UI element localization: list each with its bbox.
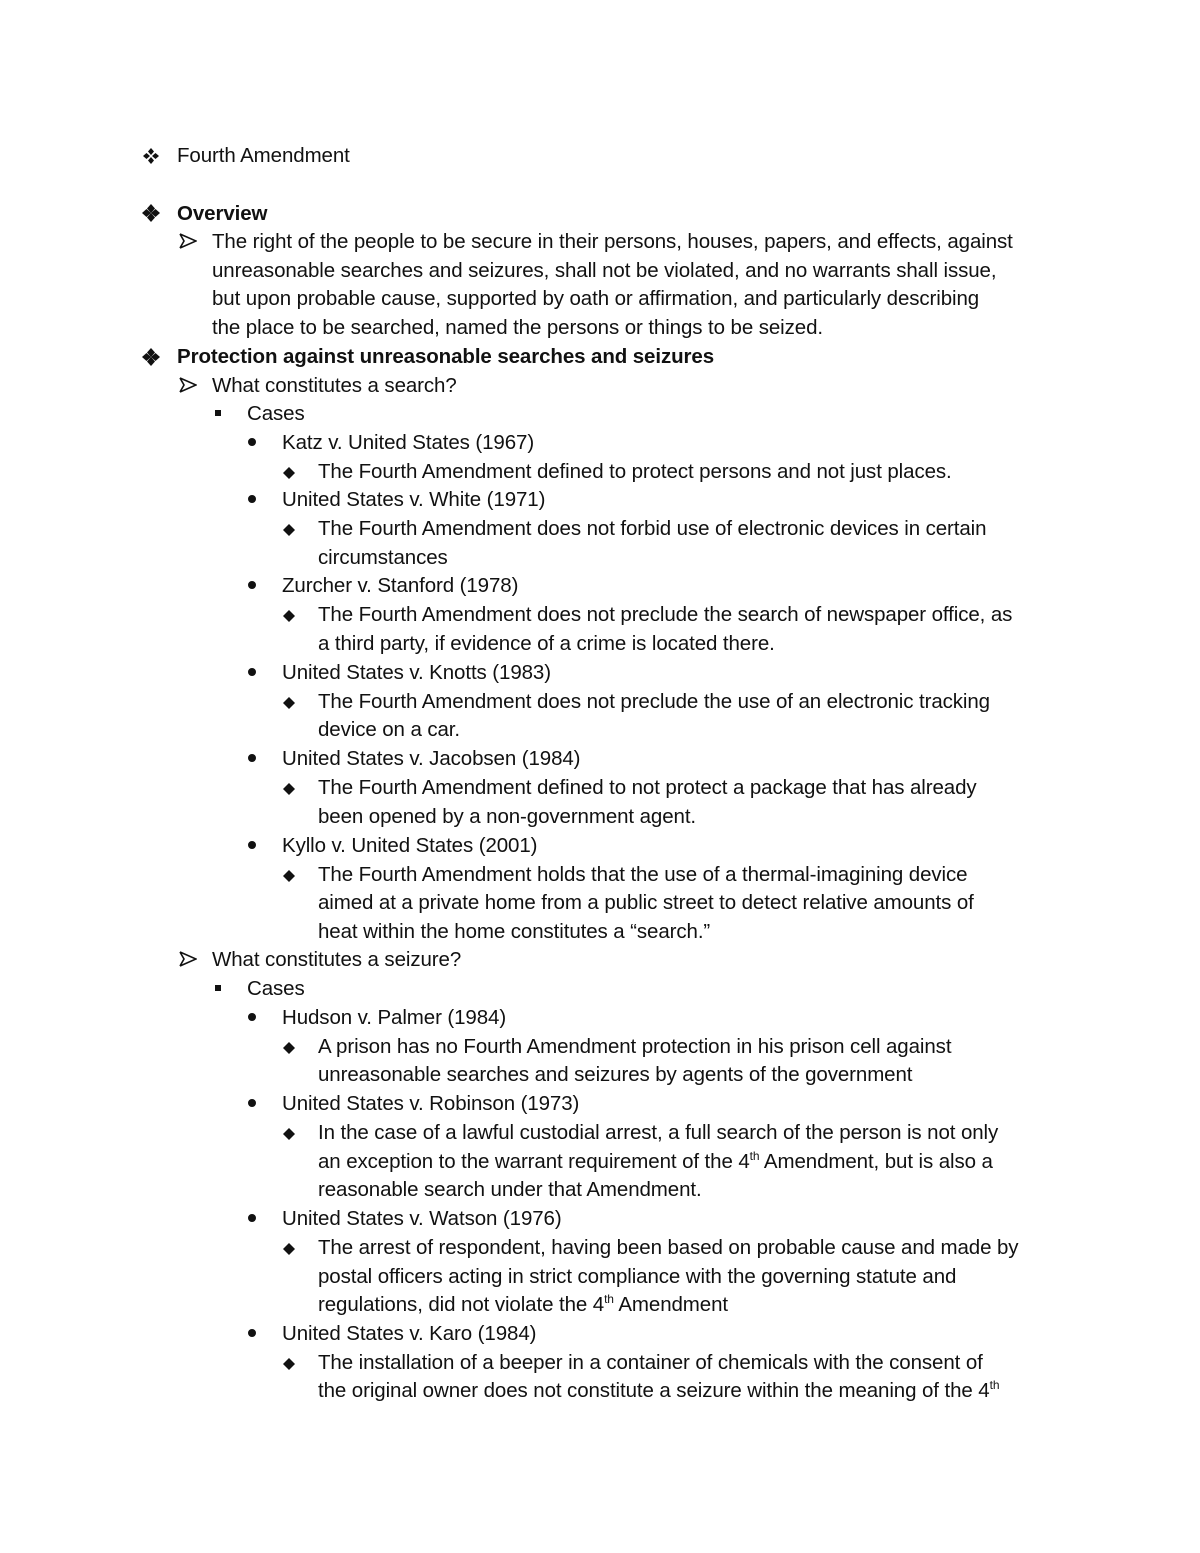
small-diamond-bullet-icon [283,467,295,479]
search-question: What constitutes a search? [212,374,457,397]
dot-bullet-icon [248,581,256,589]
overview-text-line-3: but upon probable cause, supported by oath or affirmation, and particularly describing [212,287,980,310]
case-name: United States v. Knotts (1983) [282,661,551,684]
case-holding-line: The Fourth Amendment defined to protect persons and not just places. [318,460,952,483]
holding-text: an exception to the warrant requirement of the 4 [318,1150,750,1173]
seizure-question: What constitutes a seizure? [212,948,462,971]
small-diamond-bullet-icon [283,870,295,882]
case-name: United States v. White (1971) [282,488,546,511]
case-holding-line: reasonable search under that Amendment. [318,1178,702,1201]
case-holding-line: been opened by a non-government agent. [318,805,697,828]
small-diamond-bullet-icon [283,1358,295,1370]
overview-text-line-1: The right of the people to be secure in their persons, houses, papers, and effects, against [212,230,1013,253]
case-holding-line: heat within the home constitutes a “search.” [318,920,711,943]
case-holding-line: The Fourth Amendment defined to not protect a package that has already [318,776,977,799]
case-holding-line: A prison has no Fourth Amendment protection in his prison cell against [318,1035,952,1058]
ordinal-suffix: th [989,1378,1000,1392]
case-holding-line: The Fourth Amendment does not forbid use of electronic devices in certain [318,517,987,540]
case-holding-line [318,1148,993,1177]
search-cases-label: Cases [247,402,305,425]
arrow-bullet-icon [179,233,197,249]
case-holding-line: The Fourth Amendment does not preclude the search of newspaper office, as [318,603,1013,626]
case-holding-line: postal officers acting in strict compliance with the governing statute and [318,1265,957,1288]
case-holding-line: The Fourth Amendment holds that the use of a thermal-imagining device [318,863,968,886]
case-name: United States v. Robinson (1973) [282,1092,580,1115]
dot-bullet-icon [248,841,256,849]
case-holding-line: The installation of a beeper in a container of chemicals with the consent of [318,1351,983,1374]
section-heading-overview: Overview [177,202,268,225]
arrow-bullet-icon [179,951,197,967]
small-diamond-bullet-icon [283,524,295,536]
small-diamond-bullet-icon [283,783,295,795]
case-name: United States v. Watson (1976) [282,1207,562,1230]
case-holding-line [318,1291,728,1320]
square-bullet-icon [215,410,221,416]
case-holding-line: aimed at a private home from a public street to detect relative amounts of [318,891,974,914]
small-diamond-bullet-icon [283,1243,295,1255]
four-diamond-bullet-icon [143,148,159,164]
case-name: United States v. Jacobsen (1984) [282,747,581,770]
dot-bullet-icon [248,1329,256,1337]
case-holding-line: In the case of a lawful custodial arrest, a full search of the person is not only [318,1121,999,1144]
dot-bullet-icon [248,754,256,762]
small-diamond-bullet-icon [283,697,295,709]
overview-text-line-4: the place to be searched, named the persons or things to be seized. [212,316,823,339]
case-holding-line: circumstances [318,546,448,569]
arrow-bullet-icon [179,377,197,393]
case-holding-line: unreasonable searches and seizures by agents of the government [318,1063,913,1086]
case-name: Kyllo v. United States (2001) [282,834,538,857]
case-name: Zurcher v. Stanford (1978) [282,574,519,597]
holding-text: Amendment [613,1293,728,1316]
page-title: Fourth Amendment [177,144,350,167]
small-diamond-bullet-icon [283,1128,295,1140]
small-diamond-bullet-icon [283,610,295,622]
case-holding-line: device on a car. [318,718,460,741]
filled-diamond-bullet-icon [142,204,160,222]
holding-text: the original owner does not constitute a seizure within the meaning of the 4 [318,1379,990,1402]
dot-bullet-icon [248,1099,256,1107]
dot-bullet-icon [248,1013,256,1021]
seizure-cases-label: Cases [247,977,305,1000]
case-holding-line: a third party, if evidence of a crime is located there. [318,632,775,655]
dot-bullet-icon [248,668,256,676]
dot-bullet-icon [248,438,256,446]
case-name: Hudson v. Palmer (1984) [282,1006,507,1029]
small-diamond-bullet-icon [283,1042,295,1054]
case-holding-line: The Fourth Amendment does not preclude the use of an electronic tracking [318,690,990,713]
filled-diamond-bullet-icon [142,348,160,366]
overview-text-line-2: unreasonable searches and seizures, shall not be violated, and no warrants shall issue, [212,259,997,282]
dot-bullet-icon [248,495,256,503]
case-name: Katz v. United States (1967) [282,431,535,454]
square-bullet-icon [215,985,221,991]
holding-text: regulations, did not violate the 4 [318,1293,605,1316]
case-holding-line [318,1377,999,1406]
ordinal-suffix: th [749,1149,760,1163]
section-heading-protection: Protection against unreasonable searches and seizures [177,345,715,368]
ordinal-suffix: th [604,1292,614,1306]
holding-text: Amendment, but is also a [759,1150,993,1173]
case-holding-line: The arrest of respondent, having been based on probable cause and made by [318,1236,1019,1259]
dot-bullet-icon [248,1214,256,1222]
case-name: United States v. Karo (1984) [282,1322,537,1345]
